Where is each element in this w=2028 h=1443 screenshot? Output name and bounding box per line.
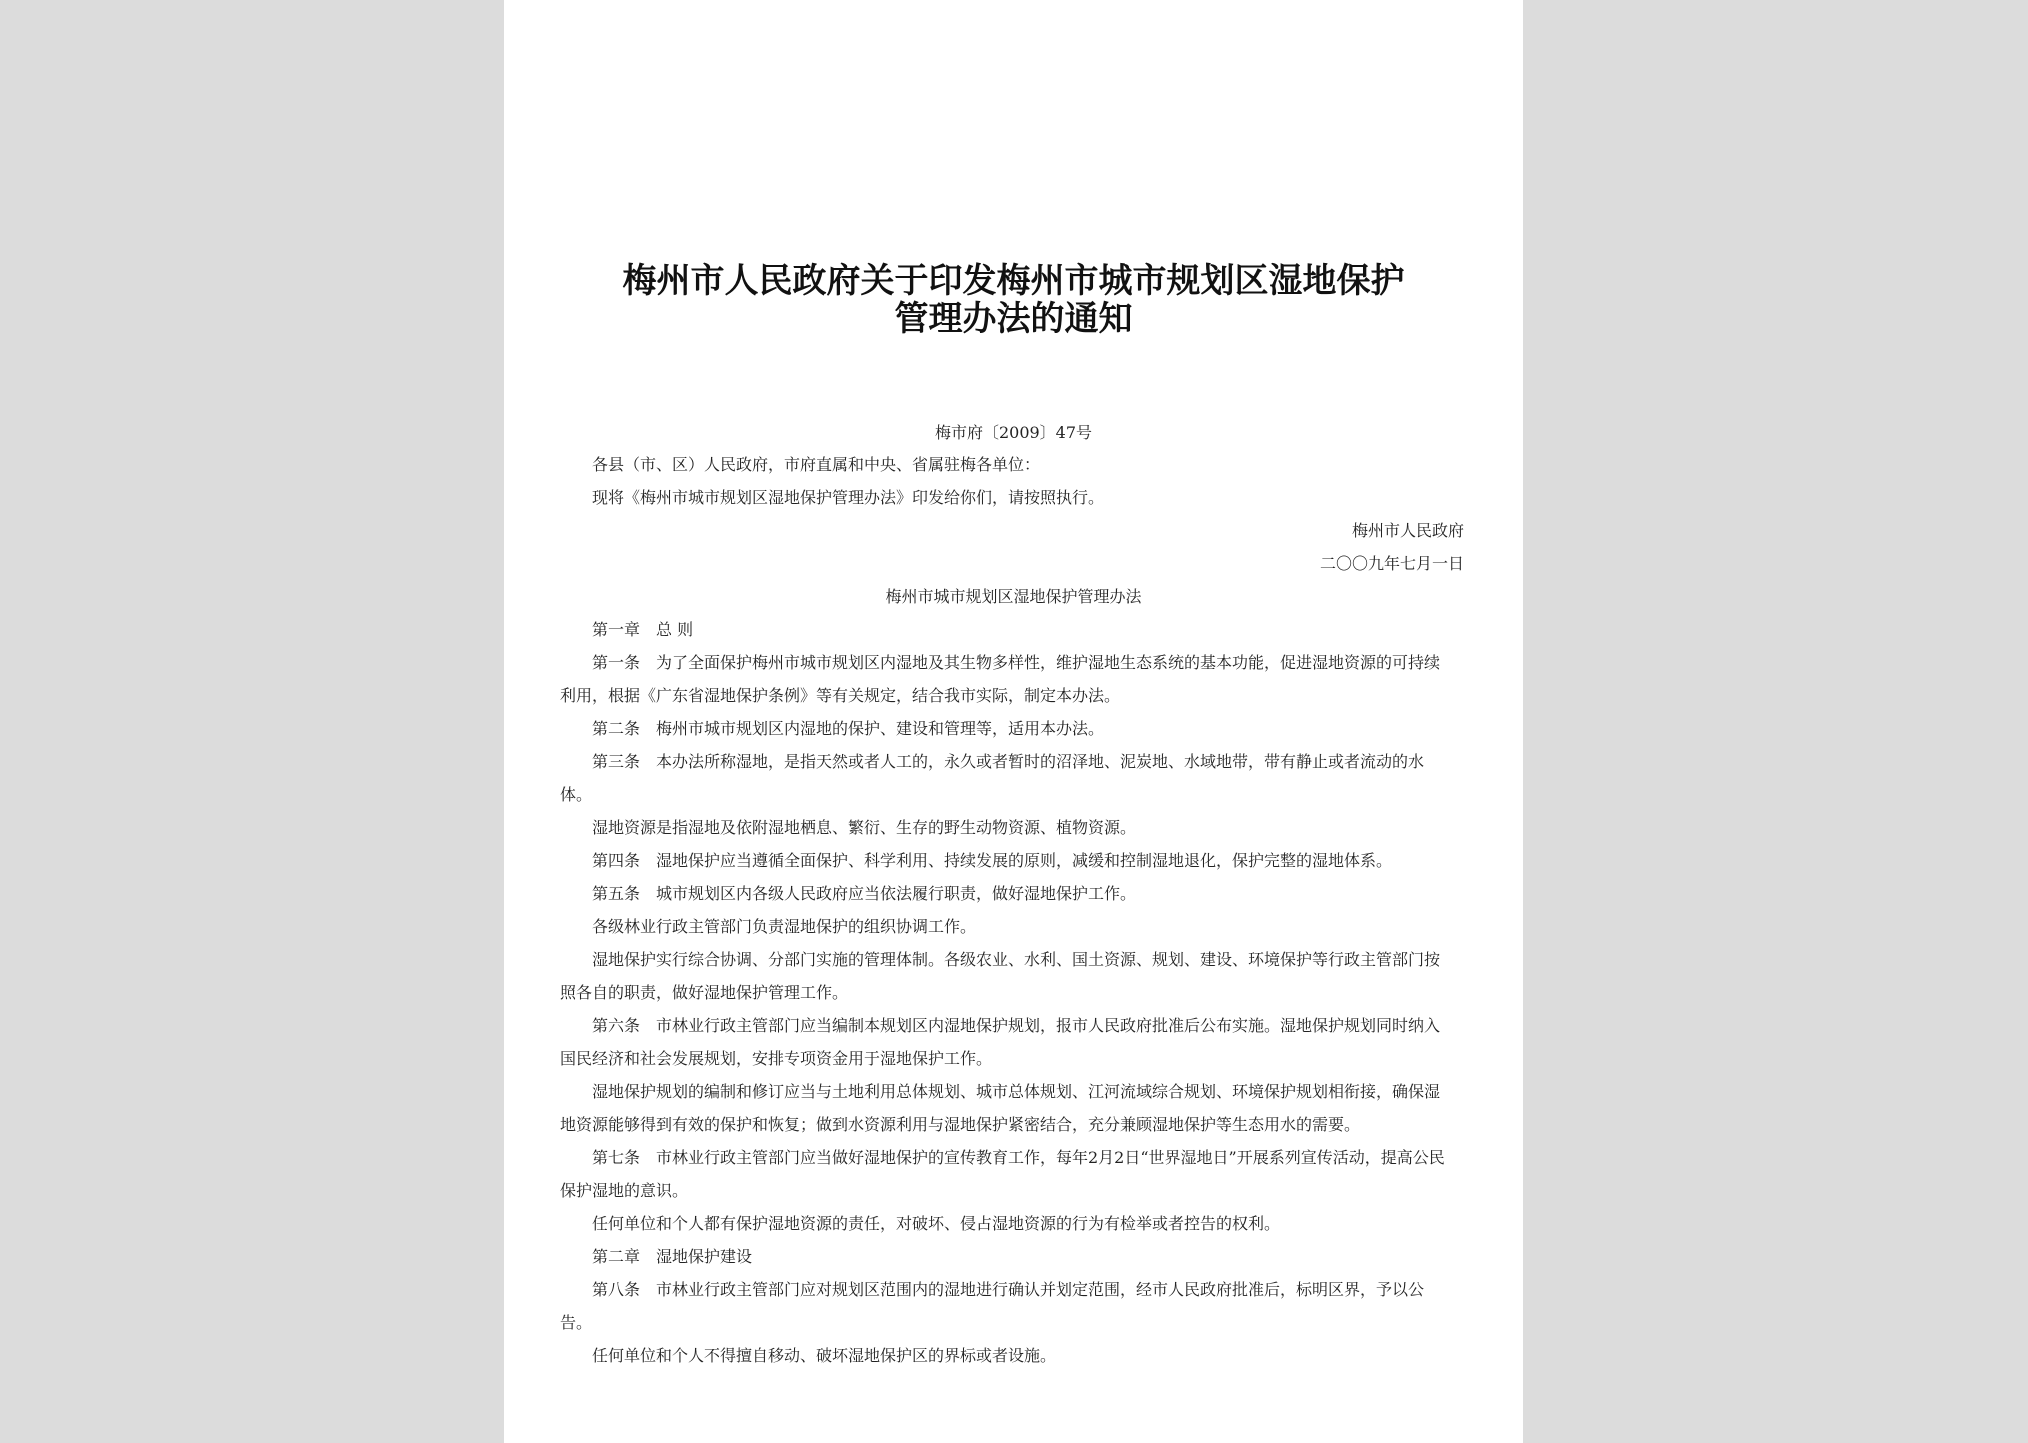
- title-line-1: 梅州市人民政府关于印发梅州市城市规划区湿地保护: [622, 261, 1405, 301]
- body-line: 第二条 梅州市城市规划区内湿地的保护、建设和管理等，适用本办法。: [592, 719, 1105, 738]
- signature-date: 二〇〇九年七月一日: [1319, 554, 1464, 573]
- document-number: 梅市府〔2009〕47号: [934, 423, 1093, 442]
- chapter-1-heading: 第一章 总 则: [592, 620, 694, 639]
- body-line: 各级林业行政主管部门负责湿地保护的组织协调工作。: [592, 917, 977, 936]
- body-line: 第五条 城市规划区内各级人民政府应当依法履行职责，做好湿地保护工作。: [592, 884, 1137, 903]
- body-line: 任何单位和个人都有保护湿地资源的责任，对破坏、侵占湿地资源的行为有检举或者控告的权利。: [592, 1214, 1281, 1233]
- body-line: 告。: [560, 1313, 593, 1332]
- measures-title: 梅州市城市规划区湿地保护管理办法: [885, 587, 1142, 606]
- body-line: 第六条 市林业行政主管部门应当编制本规划区内湿地保护规划，报市人民政府批准后公布实施。湿地保护规划同时纳入: [592, 1016, 1441, 1035]
- intro-paragraph: 现将《梅州市城市规划区湿地保护管理办法》印发给你们，请按照执行。: [592, 488, 1105, 507]
- body-line: 第八条 市林业行政主管部门应对规划区范围内的湿地进行确认并划定范围，经市人民政府批准后，标明区界，予以公: [592, 1280, 1425, 1299]
- body-line: 利用，根据《广东省湿地保护条例》等有关规定，结合我市实际，制定本办法。: [560, 686, 1121, 705]
- signature-organization: 梅州市人民政府: [1351, 521, 1464, 540]
- title-line-2: 管理办法的通知: [894, 299, 1133, 339]
- chapter-2-heading: 第二章 湿地保护建设: [592, 1247, 753, 1266]
- body-line: 第一条 为了全面保护梅州市城市规划区内湿地及其生物多样性，维护湿地生态系统的基本功能，促进湿地资源的可持续: [592, 653, 1441, 672]
- body-line: 照各自的职责，做好湿地保护管理工作。: [560, 983, 849, 1002]
- body-line: 保护湿地的意识。: [560, 1181, 689, 1200]
- body-line: 体。: [560, 785, 593, 804]
- document-page: [504, 0, 1523, 1443]
- body-line: 国民经济和社会发展规划，安排专项资金用于湿地保护工作。: [560, 1049, 993, 1068]
- body-line: 湿地保护实行综合协调、分部门实施的管理体制。各级农业、水利、国土资源、规划、建设、环境保护等行政主管部门按: [592, 950, 1441, 969]
- document-title: [504, 262, 1523, 338]
- recipients-line: 各县（市、区）人民政府，市府直属和中央、省属驻梅各单位：: [592, 455, 1041, 474]
- body-line: 湿地资源是指湿地及依附湿地栖息、繁衍、生存的野生动物资源、植物资源。: [592, 818, 1137, 837]
- body-line: 第四条 湿地保护应当遵循全面保护、科学利用、持续发展的原则，减缓和控制湿地退化，保护完整的湿地体系。: [592, 851, 1393, 870]
- body-line: 第三条 本办法所称湿地，是指天然或者人工的，永久或者暂时的沼泽地、泥炭地、水域地带，带有静止或者流动的水: [592, 752, 1425, 771]
- body-line: 任何单位和个人不得擅自移动、破坏湿地保护区的界标或者设施。: [592, 1346, 1057, 1365]
- body-line: 湿地保护规划的编制和修订应当与土地利用总体规划、城市总体规划、江河流域综合规划、环境保护规划相衔接，确保湿: [592, 1082, 1441, 1101]
- body-line: 地资源能够得到有效的保护和恢复；做到水资源利用与湿地保护紧密结合，充分兼顾湿地保护等生态用水的需要。: [560, 1115, 1361, 1134]
- body-line: 第七条 市林业行政主管部门应当做好湿地保护的宣传教育工作，每年2月2日“世界湿地日”开展系列宣传活动，提高公民: [592, 1148, 1445, 1167]
